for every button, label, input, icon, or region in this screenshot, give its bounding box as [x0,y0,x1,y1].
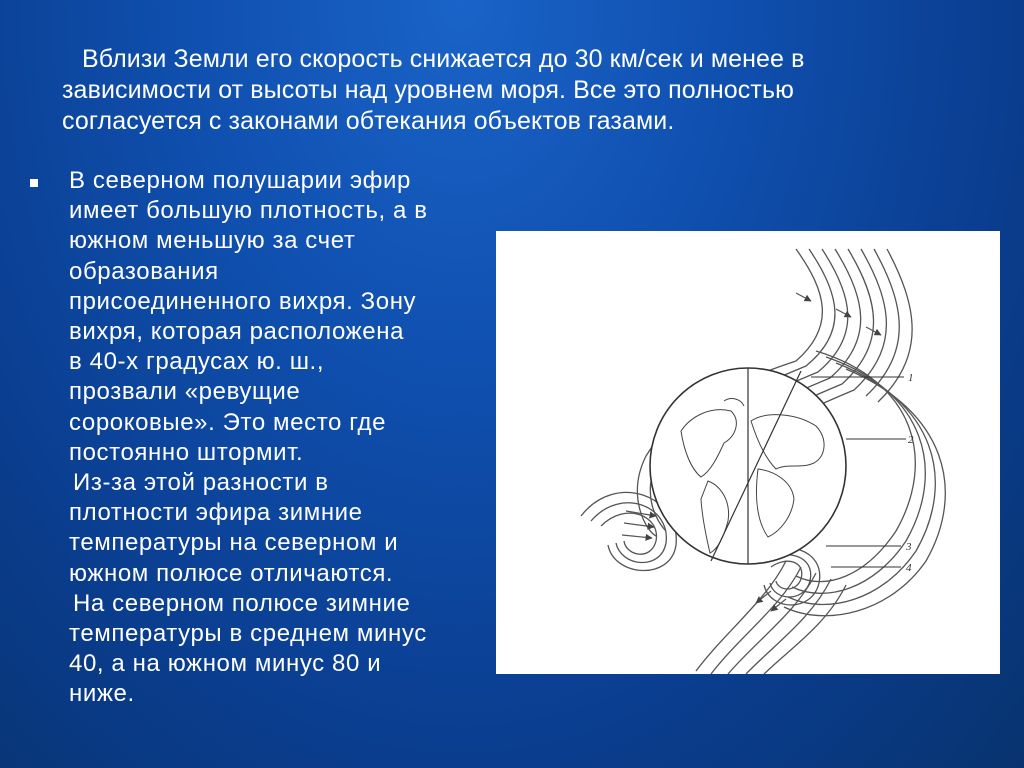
figure-label-3: 3 [906,541,912,553]
bullet-line: в 40-х градусах ю. ш., [69,348,325,376]
bullet-line: сороковые». Это место где [69,408,387,436]
figure-label-1: 1 [908,372,914,384]
figure-labels [905,372,914,574]
bullet-line: южном полюсе отличаются. [69,559,394,587]
bullet-line: температуры в среднем минус [69,620,427,648]
bullet-line: образования [69,257,219,285]
bullet-line: температуры на северном и [69,529,399,557]
bullet-line: присоединенного вихря. Зону [69,287,417,315]
bullet-line: плотности эфира зимние [69,499,363,527]
heading-line: согласуется с законами обтекания объектов газами. [62,107,675,135]
slide-heading [62,44,942,137]
bullet-text [69,166,499,710]
bullet-line: На северном полюсе зимние [73,589,411,617]
bullet-line: прозвали «ревущие [69,378,301,406]
figure-label-4: 4 [906,562,912,574]
bullet-line: имеет большую плотность, а в [69,197,428,225]
bullet-line: В северном полушарии эфир [69,167,411,194]
bullet-square-icon [30,179,38,187]
heading-line: зависимости от высоты над уровнем моря. Все это полностью [62,76,794,104]
ether-flow-diagram [496,231,1000,674]
heading-line: Вблизи Земли его скорость снижается до 30 км/сек и менее в [82,45,805,73]
bullet-line: вихря, которая расположена [69,318,405,346]
outgoing-flow-lines [696,561,846,674]
bullet-line: 40, а на южном минус 80 и [69,650,382,678]
diagram-svg [496,231,1000,674]
bullet-line: южном меньшую за счет [69,227,356,255]
bullet-line: постоянно штормит. [69,438,304,466]
bullet-line: Из-за этой разности в [73,469,329,497]
bullet-line: ниже. [69,680,135,708]
figure-label-2: 2 [908,434,914,446]
